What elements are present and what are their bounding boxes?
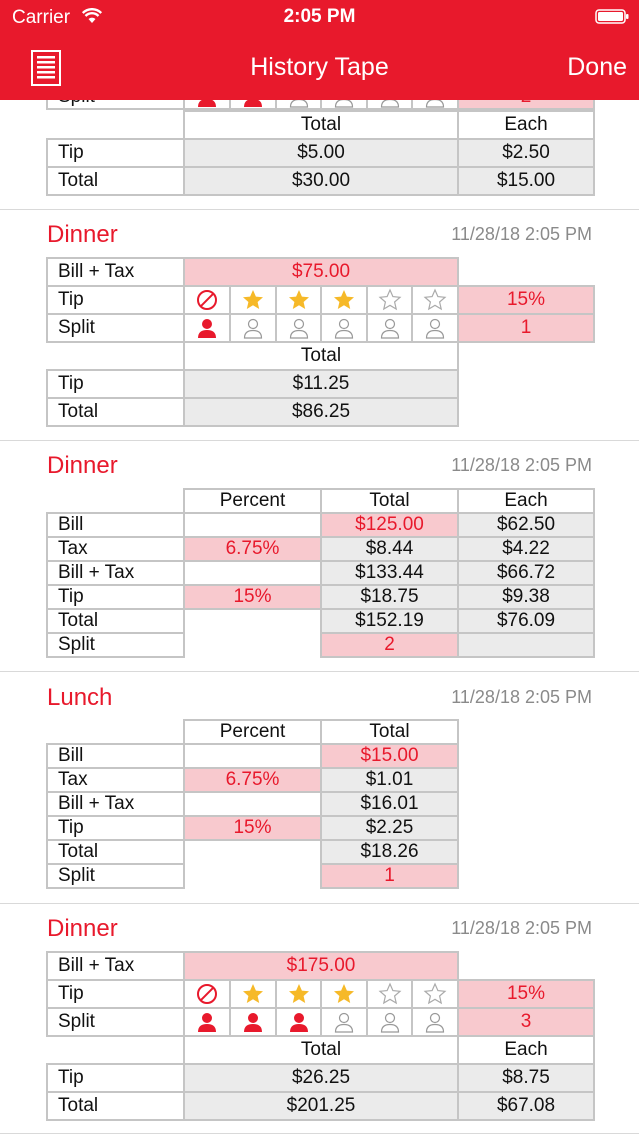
split-value[interactable]: 1 — [321, 864, 458, 888]
row-total: $1.01 — [321, 768, 458, 792]
row-each: $76.09 — [458, 609, 594, 633]
row-total: $30.00 — [184, 167, 458, 195]
person-outline-icon[interactable] — [412, 314, 458, 342]
row-total: $2.25 — [321, 816, 458, 840]
row-total: $201.25 — [184, 1092, 458, 1120]
dinner1-table — [46, 257, 595, 427]
tip-label: Tip — [47, 286, 184, 314]
lunch-table — [46, 719, 459, 889]
row-total: $86.25 — [184, 398, 458, 426]
row-label: Total — [47, 1092, 184, 1120]
row-total: $11.25 — [184, 370, 458, 398]
row-each: $66.72 — [458, 561, 594, 585]
divider — [0, 440, 639, 441]
row-label: Tip — [47, 139, 184, 167]
row-total: $26.25 — [184, 1064, 458, 1092]
bill-tax-label: Bill + Tax — [47, 952, 184, 980]
row-label: Split — [47, 864, 184, 888]
row-each: $4.22 — [458, 537, 594, 561]
status-bar — [0, 0, 639, 34]
split-value[interactable]: 1 — [458, 314, 594, 342]
nav-title: History Tape — [250, 53, 389, 81]
nav-bar — [0, 0, 639, 100]
carrier-label: Carrier — [12, 7, 71, 28]
header-total: Total — [321, 720, 458, 744]
divider — [0, 903, 639, 904]
header-each: Each — [458, 111, 594, 139]
bill-value[interactable]: $15.00 — [321, 744, 458, 768]
header-total: Total — [184, 1036, 458, 1064]
header-percent: Percent — [184, 720, 321, 744]
row-label: Total — [47, 609, 184, 633]
entry-timestamp: 11/28/18 2:05 PM — [451, 224, 592, 244]
row-label: Total — [47, 398, 184, 426]
row-total: $16.01 — [321, 792, 458, 816]
dinner3-table — [46, 951, 595, 1121]
row-label: Bill — [47, 744, 184, 768]
person-filled-icon[interactable] — [184, 314, 230, 342]
tip-percent-value[interactable]: 15% — [458, 980, 594, 1008]
header-total: Total — [184, 111, 458, 139]
row-label: Split — [47, 633, 184, 657]
row-label: Tip — [47, 816, 184, 840]
bill-tax-value[interactable]: $175.00 — [184, 952, 458, 980]
row-total: $18.75 — [321, 585, 458, 609]
tip-label: Tip — [47, 980, 184, 1008]
row-label: Bill + Tax — [47, 792, 184, 816]
star-filled-icon[interactable] — [230, 286, 276, 314]
entry-title: Dinner — [47, 452, 118, 479]
entry-title: Dinner — [47, 221, 118, 248]
dinner2-table — [46, 488, 595, 658]
star-outline-icon[interactable] — [367, 286, 412, 314]
split-label: Split — [47, 1008, 184, 1036]
bill-tax-label: Bill + Tax — [47, 258, 184, 286]
tax-percent-value[interactable]: 6.75% — [184, 537, 321, 561]
tip-percent-value[interactable]: 15% — [184, 585, 321, 609]
row-label: Tax — [47, 537, 184, 561]
split-label: Split — [47, 314, 184, 342]
partial-entry-totals — [46, 110, 595, 196]
row-total: $5.00 — [184, 139, 458, 167]
row-total: $18.26 — [321, 840, 458, 864]
star-outline-icon[interactable] — [412, 980, 458, 1008]
entry-timestamp: 11/28/18 2:05 PM — [451, 918, 592, 938]
row-total: $8.44 — [321, 537, 458, 561]
no-tip-icon[interactable] — [184, 286, 230, 314]
person-outline-icon[interactable] — [367, 1008, 412, 1036]
row-label: Tax — [47, 768, 184, 792]
row-each — [458, 633, 594, 657]
person-outline-icon[interactable] — [321, 1008, 367, 1036]
row-label: Tip — [47, 370, 184, 398]
row-label: Bill — [47, 513, 184, 537]
bill-tax-value[interactable]: $75.00 — [184, 258, 458, 286]
row-label: Tip — [47, 1064, 184, 1092]
tip-percent-value[interactable]: 15% — [458, 286, 594, 314]
divider — [0, 209, 639, 210]
split-value[interactable]: 3 — [458, 1008, 594, 1036]
done-button[interactable]: Done — [567, 53, 627, 81]
person-outline-icon[interactable] — [412, 1008, 458, 1036]
row-each: $67.08 — [458, 1092, 594, 1120]
row-each: $62.50 — [458, 513, 594, 537]
person-outline-icon[interactable] — [276, 314, 321, 342]
row-total: $133.44 — [321, 561, 458, 585]
header-each: Each — [458, 489, 594, 513]
person-filled-icon[interactable] — [184, 1008, 230, 1036]
star-outline-icon[interactable] — [367, 980, 412, 1008]
entry-title: Dinner — [47, 915, 118, 942]
bill-value[interactable]: $125.00 — [321, 513, 458, 537]
battery-icon — [595, 9, 629, 24]
person-filled-icon[interactable] — [230, 1008, 276, 1036]
person-outline-icon[interactable] — [230, 314, 276, 342]
row-each: $2.50 — [458, 139, 594, 167]
star-filled-icon[interactable] — [276, 286, 321, 314]
person-outline-icon[interactable] — [321, 314, 367, 342]
person-outline-icon[interactable] — [367, 314, 412, 342]
star-filled-icon[interactable] — [321, 980, 367, 1008]
header-percent: Percent — [184, 489, 321, 513]
no-tip-icon[interactable] — [184, 980, 230, 1008]
divider — [0, 671, 639, 672]
header-each: Each — [458, 1036, 594, 1064]
divider — [0, 1133, 639, 1134]
tip-percent-value[interactable]: 15% — [184, 816, 321, 840]
row-each: $9.38 — [458, 585, 594, 609]
row-label: Total — [47, 167, 184, 195]
header-total: Total — [184, 342, 458, 370]
star-outline-icon[interactable] — [412, 286, 458, 314]
entry-title: Lunch — [47, 684, 113, 711]
person-filled-icon[interactable] — [276, 1008, 321, 1036]
header-total: Total — [321, 489, 458, 513]
tax-percent-value[interactable]: 6.75% — [184, 768, 321, 792]
split-value[interactable]: 2 — [321, 633, 458, 657]
row-each: $15.00 — [458, 167, 594, 195]
entry-timestamp: 11/28/18 2:05 PM — [451, 687, 592, 707]
star-filled-icon[interactable] — [230, 980, 276, 1008]
star-filled-icon[interactable] — [321, 286, 367, 314]
row-each: $8.75 — [458, 1064, 594, 1092]
row-total: $152.19 — [321, 609, 458, 633]
row-label: Tip — [47, 585, 184, 609]
row-label: Bill + Tax — [47, 561, 184, 585]
status-time: 2:05 PM — [283, 6, 356, 27]
entry-timestamp: 11/28/18 2:05 PM — [451, 455, 592, 475]
star-filled-icon[interactable] — [276, 980, 321, 1008]
row-label: Total — [47, 840, 184, 864]
